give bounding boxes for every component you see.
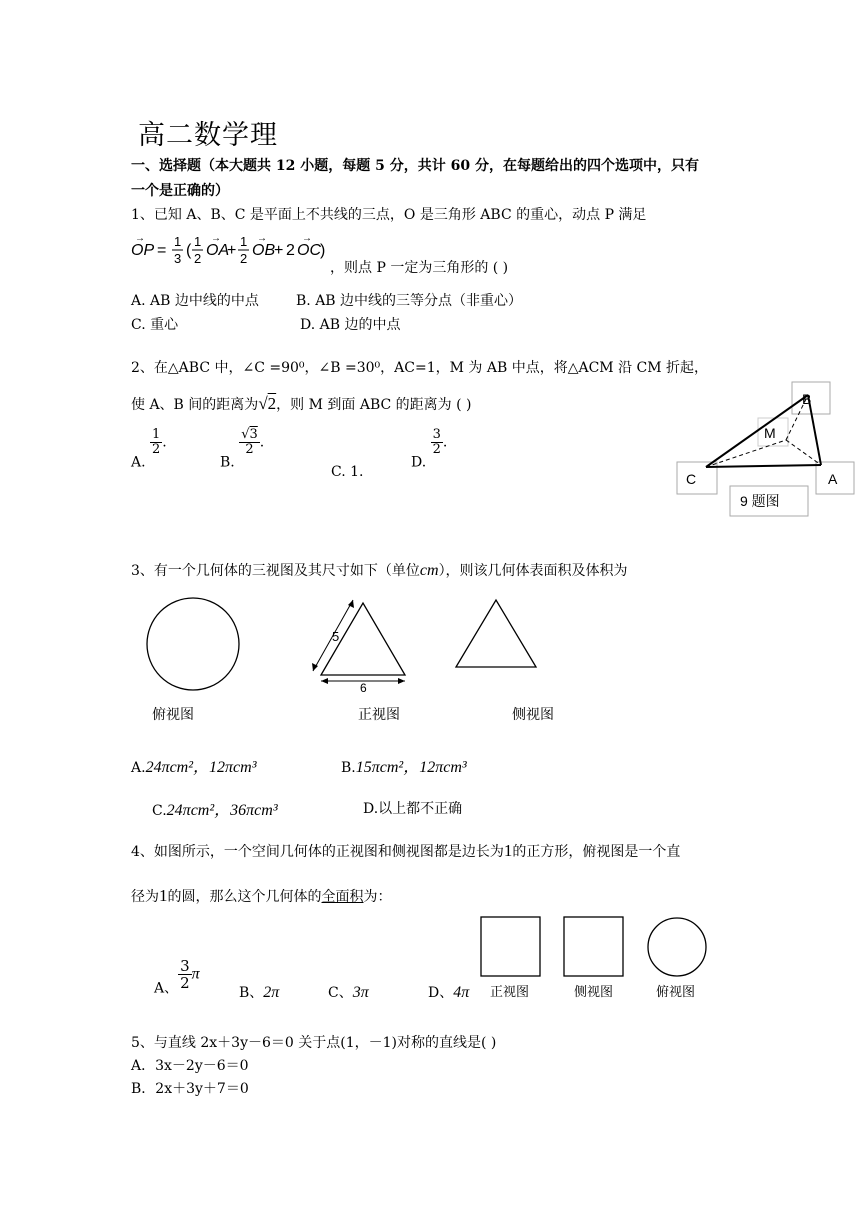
q2-option-d: D. $\frac{3}{2}$ .	[411, 427, 448, 471]
unit-cm: cm	[419, 562, 439, 579]
q5-stem: 5、与直线 2x＋3y－6＝0 关于点(1，－1)对称的直线是( )	[131, 1035, 497, 1051]
view-label-top: 俯视图	[152, 706, 194, 722]
q2-line1: 2、在△ABC 中，∠C =90⁰，∠B =30⁰，AC=1，M 为 AB 中点，将△ACM 沿 CM 折起，	[131, 360, 709, 376]
frac-1-2: $\frac{1}{2}$	[152, 427, 161, 457]
svg-text:1: 1	[174, 234, 182, 249]
section-heading-line1: 一、选择题（本大题共 12 小题，每题 5 分，共计 60 分，在每题给出的四个选项中，只有	[131, 158, 699, 174]
q4-view-front: 正视图	[490, 984, 530, 999]
label-a: A	[828, 471, 838, 487]
svg-text:OA: OA	[206, 242, 230, 259]
q5-option-b: B．2x＋3y＋7＝0	[131, 1081, 249, 1097]
q4-line1: 4、如图所示，一个空间几何体的正视图和侧视图都是边长为1的正方形，俯视图是一个直	[131, 841, 681, 860]
q1-formula	[131, 229, 336, 275]
q1-option-a: A. AB 边中线的中点	[131, 293, 259, 309]
svg-text:=: =	[157, 242, 167, 259]
page-title: 高二数学理	[138, 120, 278, 151]
svg-text:→: →	[302, 233, 312, 244]
svg-text:OB: OB	[252, 242, 276, 259]
svg-text:→: →	[135, 233, 145, 244]
q1-option-b: B. AB 边中线的三等分点（非重心）	[296, 293, 523, 309]
q1-stem: 1、已知 A、B、C 是平面上不共线的三点，O 是三角形 ABC 的重心，动点 P 满足	[131, 207, 647, 223]
q4-view-top: 俯视图	[656, 984, 696, 999]
q4-option-c: C、3π	[328, 984, 369, 1001]
q1-option-c: C. 重心	[131, 317, 179, 333]
q2-line2	[131, 394, 472, 414]
q1-tail: ，则点 P 一定为三角形的 ( )	[330, 260, 509, 276]
svg-text:2: 2	[194, 251, 202, 266]
label-m: M	[764, 425, 776, 441]
dimension-5: 5	[332, 629, 340, 644]
q4-option-d: D、4π	[428, 984, 470, 1001]
q3-option-a: A.24πcm²，12πcm³	[131, 759, 257, 776]
q2-line2-start: 使 A、B 间的距离为	[131, 397, 259, 413]
svg-text:→: →	[257, 233, 267, 244]
q4-option-b: B、2π	[239, 984, 280, 1001]
q2-option-a: A. $\frac{1}{2}$ .	[131, 427, 167, 471]
q1-option-d: D. AB 边的中点	[300, 317, 401, 333]
q3-option-c: C.24πcm²，36πcm³	[152, 802, 278, 819]
view-label-front: 正视图	[358, 706, 400, 722]
svg-text:+: +	[227, 242, 237, 259]
svg-text:OC: OC	[297, 242, 321, 259]
svg-text:→: →	[211, 233, 221, 244]
q4-view-side: 侧视图	[574, 984, 614, 999]
svg-text:1: 1	[194, 234, 202, 249]
label-b: B	[802, 391, 812, 407]
section-heading-line2: 一个是正确的）	[131, 183, 229, 199]
q2-line2-end: ，则 M 到面 ABC 的距离为 ( )	[276, 397, 472, 413]
dimension-6: 6	[360, 681, 367, 695]
svg-text:2: 2	[240, 251, 248, 266]
q5-option-a: A．3x－2y－6＝0	[131, 1058, 249, 1074]
svg-text:1: 1	[240, 234, 248, 249]
q2-option-c: C. 1.	[331, 464, 364, 480]
frac-3-2: $\frac{3}{2}$	[432, 427, 441, 457]
q3-option-b: B.15πcm²，12πcm³	[341, 759, 467, 776]
q4-line2: 径为1的圆，那么这个几何体的全面积为：	[131, 886, 392, 905]
label-c: C	[686, 471, 697, 487]
sqrt2: √2	[258, 394, 277, 413]
svg-text:+: +	[274, 242, 284, 259]
fold-triangle-figure	[676, 380, 856, 520]
svg-text:2: 2	[286, 242, 295, 259]
q3-stem: 3、有一个几何体的三视图及其尺寸如下（单位cm），则该几何体表面积及体积为	[131, 562, 628, 579]
svg-text:(: (	[186, 242, 192, 259]
three-views-figure	[136, 595, 736, 735]
svg-text:OP: OP	[131, 242, 155, 259]
svg-text:): )	[320, 242, 326, 259]
svg-text:3: 3	[174, 251, 182, 266]
frac-sqrt3-2: $\frac{√3}{2}$	[241, 427, 258, 457]
q2-option-b: B. $\frac{√3}{2}$ .	[220, 427, 265, 471]
view-label-side: 侧视图	[512, 706, 554, 722]
q4-views-figure	[478, 914, 728, 1004]
frac-3-2-pi: $\frac{3}{2}$	[180, 957, 190, 992]
q3-option-d: D.以上都不正确	[363, 801, 463, 817]
q4-option-a: A、 $\frac{3}{2}$ π	[154, 957, 200, 997]
figure-caption: 9 题图	[740, 493, 780, 509]
